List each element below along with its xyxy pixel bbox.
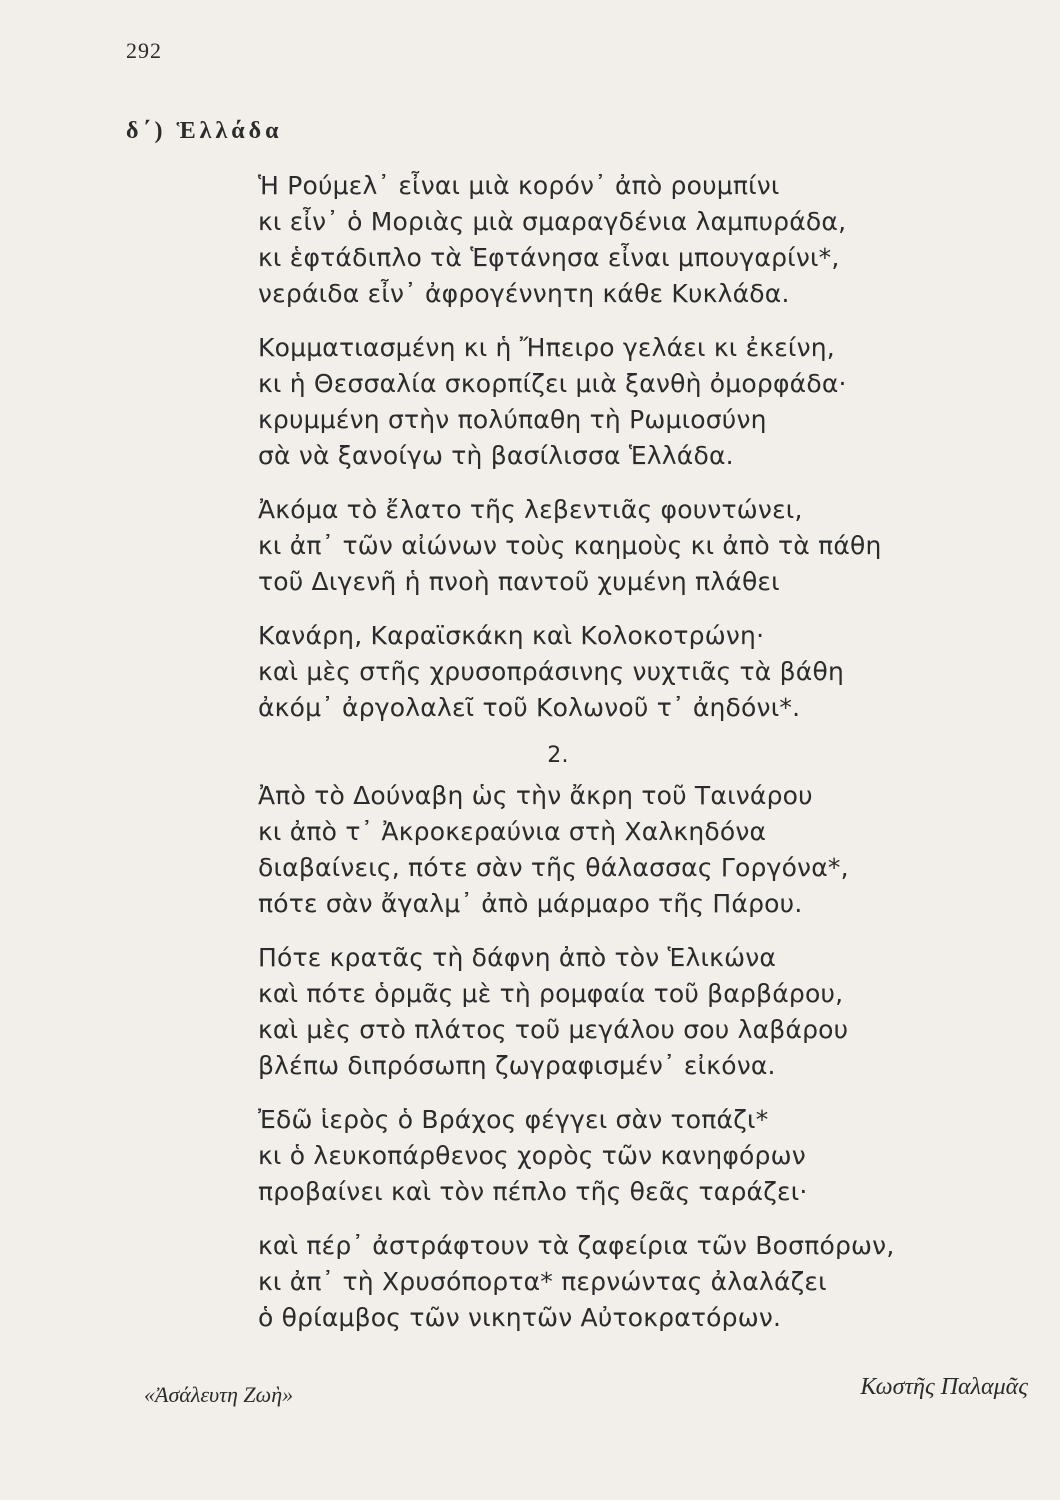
verse-line: καὶ πότε ὁρμᾶς μὲ τὴ ρομφαία τοῦ βαρβάρου, xyxy=(258,979,844,1008)
verse-line: σὰ νὰ ξανοίγω τὴ βασίλισσα Ἑλλάδα. xyxy=(258,441,734,470)
verse-line: κι εἶν᾽ ὁ Μοριὰς μιὰ σμαραγδένια λαμπυράδα, xyxy=(258,207,847,236)
verse-line: καὶ μὲς στὸ πλάτος τοῦ μεγάλου σου λαβάρου xyxy=(258,1015,849,1044)
stanza xyxy=(258,330,978,474)
verse-line: κι ἀπ᾽ τῶν αἰώνων τοὺς καημοὺς κι ἀπὸ τὰ πάθη xyxy=(258,531,882,560)
verse-line: κι ὁ λευκοπάρθενος χορὸς τῶν κανηφόρων xyxy=(258,1141,806,1170)
part-number: 2. xyxy=(547,743,569,768)
verse-line: κι ἑφτάδιπλο τὰ Ἑφτάνησα εἶναι μπουγαρίνι*, xyxy=(258,243,840,272)
page-number: 292 xyxy=(126,38,162,63)
source-title: «Ἀσάλευτη Ζωὴ» xyxy=(144,1382,294,1407)
verse-line: ἀκόμ᾽ ἀργολαλεῖ τοῦ Κολωνοῦ τ᾽ ἀηδόνι*. xyxy=(258,693,801,722)
verse-line: ὁ θρίαμβος τῶν νικητῶν Αὐτοκρατόρων. xyxy=(258,1303,782,1332)
verse-line: κι ἀπὸ τ᾽ Ἀκροκεραύνια στὴ Χαλκηδόνα xyxy=(258,817,767,846)
stanza xyxy=(258,618,978,726)
author-name: Κωστῆς Παλαμᾶς xyxy=(860,1374,1028,1400)
section-heading: δ΄) Ἑλλάδα xyxy=(126,118,283,144)
verse-line: πότε σὰν ἄγαλμ᾽ ἀπὸ μάρμαρο τῆς Πάρου. xyxy=(258,889,803,918)
stanza xyxy=(258,778,978,922)
stanza xyxy=(258,168,978,312)
stanza xyxy=(258,940,978,1084)
verse-line: Ἡ Ρούμελ᾽ εἶναι μιὰ κορόν᾽ ἀπὸ ρουμπίνι xyxy=(258,171,780,200)
stanza xyxy=(258,1228,978,1336)
verse-line: κι ἡ Θεσσαλία σκορπίζει μιὰ ξανθὴ ὀμορφάδα· xyxy=(258,369,847,398)
stanza xyxy=(258,1102,978,1210)
verse-line: καὶ πέρ᾽ ἀστράφτουν τὰ ζαφείρια τῶν Βοσπόρων, xyxy=(258,1231,895,1260)
verse-line: βλέπω διπρόσωπη ζωγραφισμέν᾽ εἰκόνα. xyxy=(258,1051,776,1080)
stanza xyxy=(258,492,978,600)
verse-line: Ἀπὸ τὸ Δούναβη ὡς τὴν ἄκρη τοῦ Ταινάρου xyxy=(258,781,813,810)
verse-line: Ἐδῶ ἱερὸς ὁ Βράχος φέγγει σὰν τοπάζι* xyxy=(258,1105,769,1134)
verse-line: Ἀκόμα τὸ ἔλατο τῆς λεβεντιᾶς φουντώνει, xyxy=(258,495,803,524)
verse-line: τοῦ Διγενῆ ἡ πνοὴ παντοῦ χυμένη πλάθει xyxy=(258,567,780,596)
verse-line: διαβαίνεις, πότε σὰν τῆς θάλασσας Γοργόνα*, xyxy=(258,853,849,882)
verse-line: προβαίνει καὶ τὸν πέπλο τῆς θεᾶς ταράζει· xyxy=(258,1177,808,1206)
poem xyxy=(258,168,978,1354)
verse-line: κρυμμένη στὴν πολύπαθη τὴ Ρωμιοσύνη xyxy=(258,405,767,434)
verse-line: κι ἀπ᾽ τὴ Χρυσόπορτα* περνώντας ἀλαλάζει xyxy=(258,1267,827,1296)
verse-line: καὶ μὲς στῆς χρυσοπράσινης νυχτιᾶς τὰ βάθη xyxy=(258,657,844,686)
verse-line: Κομματιασμένη κι ἡ Ἤπειρο γελάει κι ἐκείνη, xyxy=(258,333,835,362)
verse-line: Πότε κρατᾶς τὴ δάφνη ἀπὸ τὸν Ἑλικώνα xyxy=(258,943,777,972)
verse-line: Κανάρη, Καραϊσκάκη καὶ Κολοκοτρώνη· xyxy=(258,621,765,650)
verse-line: νεράιδα εἶν᾽ ἀφρογέννητη κάθε Κυκλάδα. xyxy=(258,279,790,308)
